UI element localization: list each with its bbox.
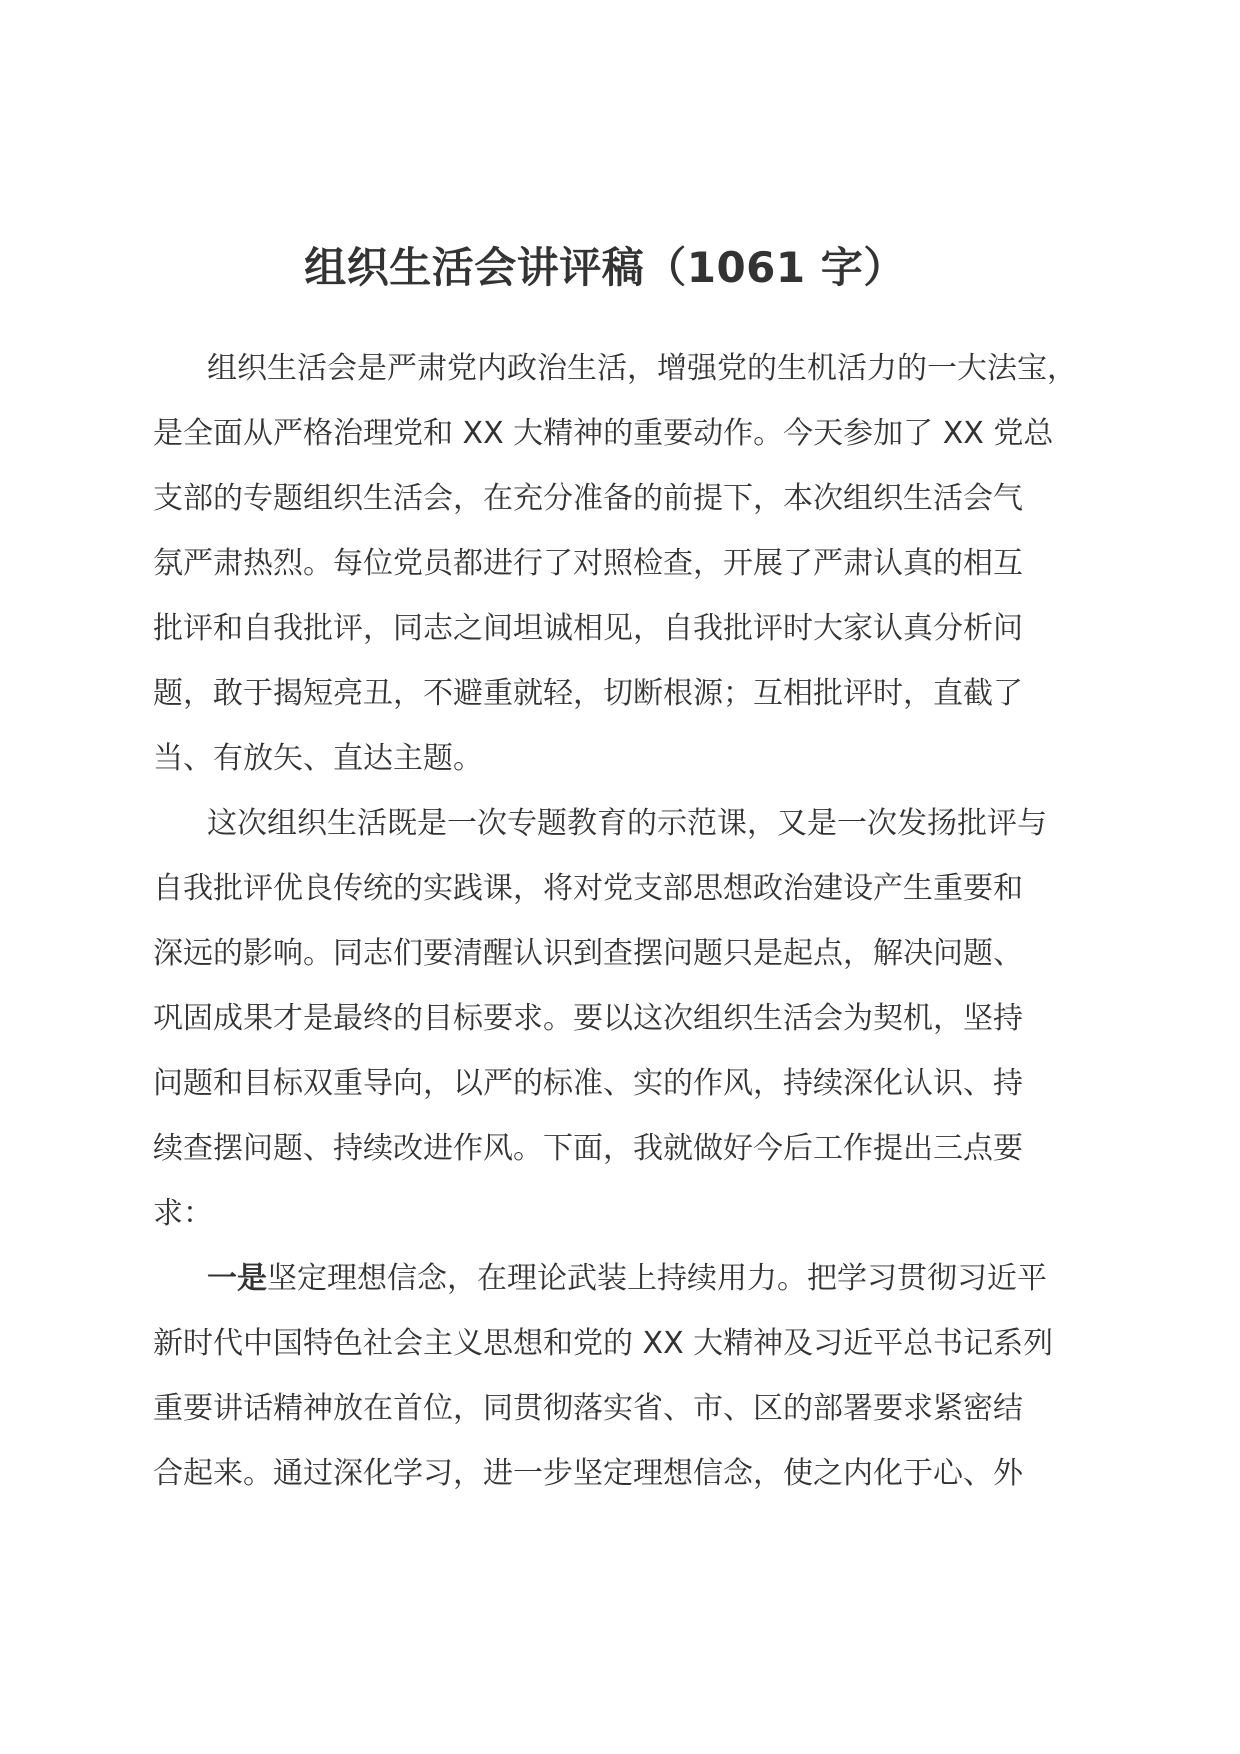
text-line: 自我批评优良传统的实践课，将对党支部思想政治建设产生重要和 — [153, 871, 1023, 906]
text-line: 批评和自我批评，同志之间坦诚相见，自我批评时大家认真分析问 — [153, 611, 1023, 646]
text-line: 这次组织生活既是一次专题教育的示范课，又是一次发扬批评与 — [207, 806, 1047, 841]
text-line: 组织生活会是严肃党内政治生活，增强党的生机活力的一大法宝， — [207, 351, 1077, 386]
document-title: 组织生活会讲评稿（1061 字） — [304, 243, 906, 292]
text-line: 支部的专题组织生活会，在充分准备的前提下，本次组织生活会气 — [153, 481, 1023, 516]
text-line: 重要讲话精神放在首位，同贯彻落实省、市、区的部署要求紧密结 — [153, 1391, 1023, 1426]
text-line: 问题和目标双重导向，以严的标准、实的作风，持续深化认识、持 — [153, 1066, 1023, 1101]
text-line: 当、有放矢、直达主题。 — [153, 741, 483, 776]
text-line: 续查摆问题、持续改进作风。下面，我就做好今后工作提出三点要 — [153, 1131, 1023, 1166]
text-line: 求： — [153, 1196, 213, 1231]
text-line: 合起来。通过深化学习，进一步坚定理想信念，使之内化于心、外 — [153, 1456, 1023, 1491]
text-line: 题，敢于揭短亮丑，不避重就轻，切断根源；互相批评时，直截了 — [153, 676, 1023, 711]
paragraph-lead: 一是 — [207, 1261, 267, 1296]
paragraph-3 — [153, 1246, 1103, 1506]
paragraph-2 — [153, 791, 1103, 1246]
text-line-rest: 坚定理想信念，在理论武装上持续用力。把学习贯彻习近平 — [267, 1261, 1047, 1296]
document-body — [153, 336, 1103, 1506]
text-line: 巩固成果才是最终的目标要求。要以这次组织生活会为契机，坚持 — [153, 1001, 1023, 1036]
paragraph-1 — [153, 336, 1103, 791]
text-line: 是全面从严格治理党和 XX 大精神的重要动作。今天参加了 XX 党总 — [153, 416, 1054, 451]
text-line: 深远的影响。同志们要清醒认识到查摆问题只是起点，解决问题、 — [153, 936, 1023, 971]
text-line: 新时代中国特色社会主义思想和党的 XX 大精神及习近平总书记系列 — [153, 1326, 1054, 1361]
text-line: 氛严肃热烈。每位党员都进行了对照检查，开展了严肃认真的相互 — [153, 546, 1023, 581]
text-line — [153, 1246, 1103, 1311]
